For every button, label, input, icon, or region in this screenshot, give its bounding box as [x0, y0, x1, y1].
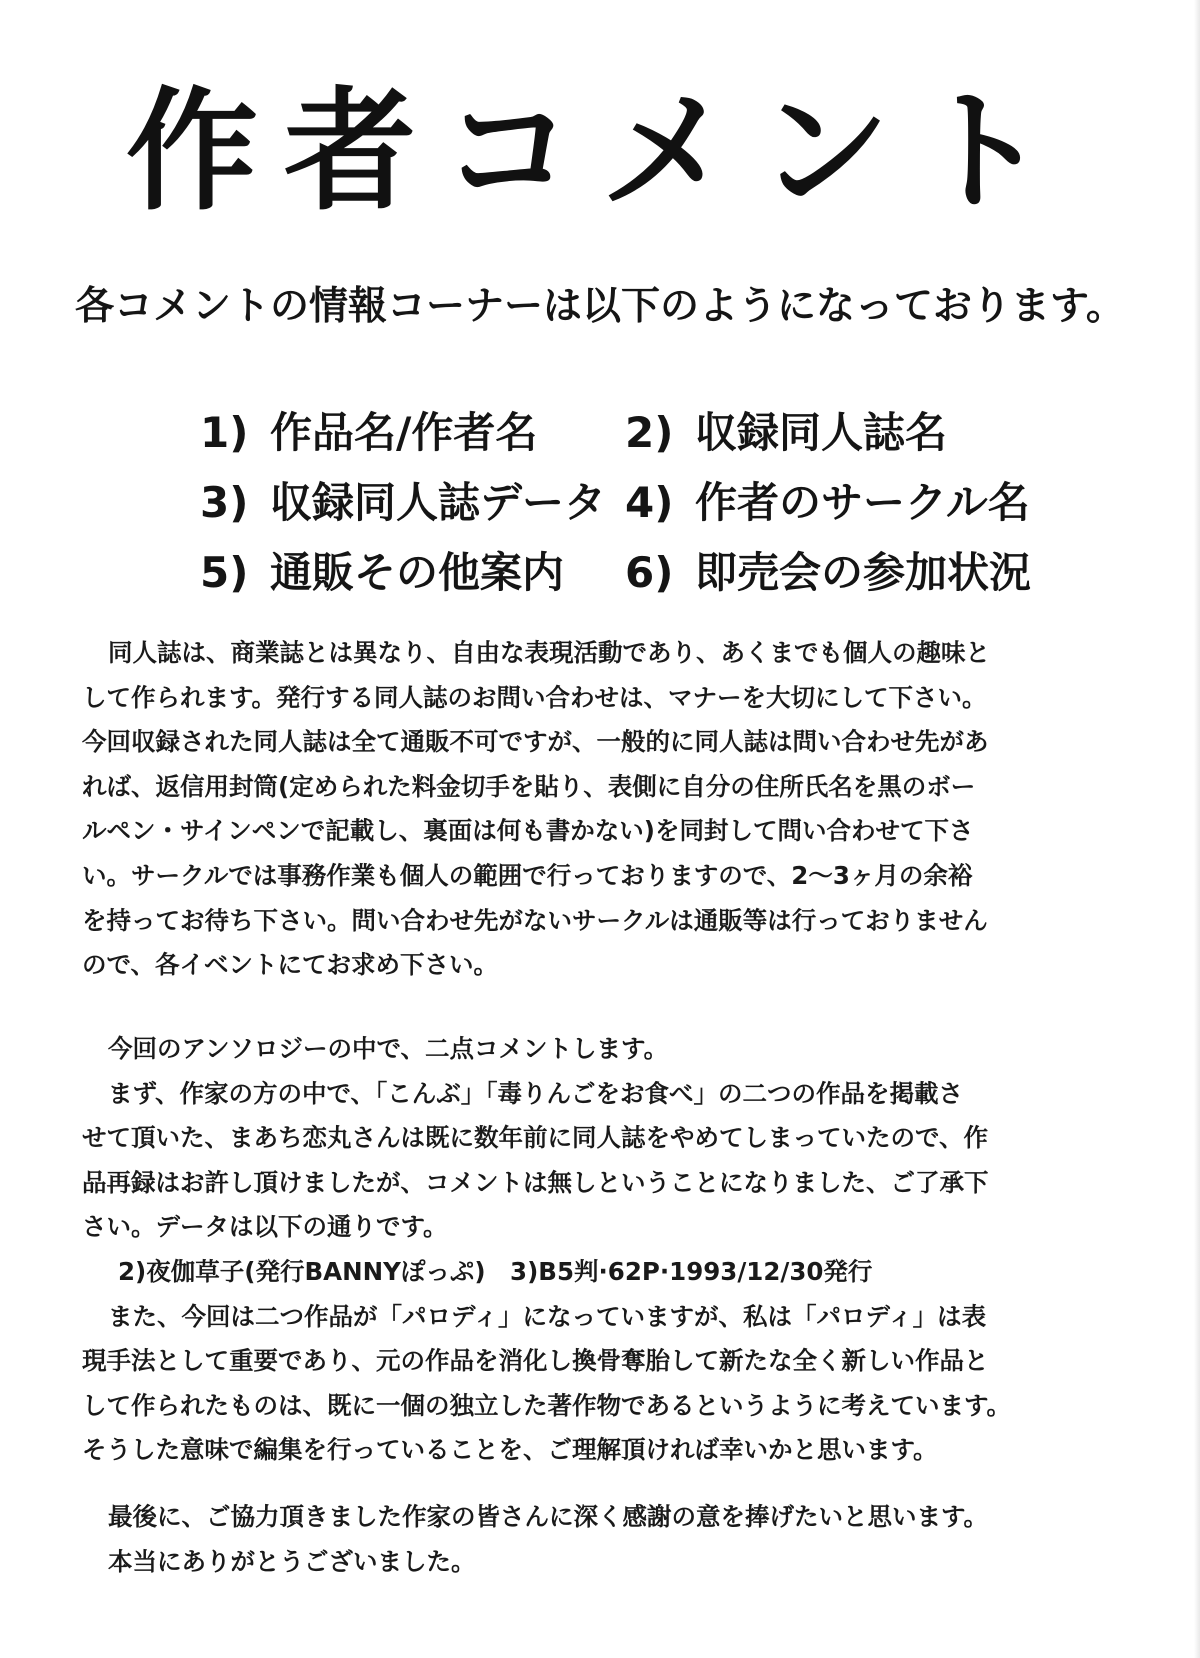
text-line: い。サークルでは事務作業も個人の範囲で行っておりますので、2〜3ヶ月の余裕: [82, 860, 973, 890]
info-item: [625, 468, 1040, 538]
info-label: 作者のサークル名: [695, 478, 1030, 527]
text-line: して作られます。発行する同人誌のお問い合わせは、マナーを大切にして下さい。: [82, 682, 987, 712]
text-line: また、今回は二つ作品が「パロディ」になっていますが、私は「パロディ」は表: [108, 1301, 987, 1331]
info-list: [200, 398, 1040, 608]
paragraph-doujinshi-notice: [82, 631, 1122, 988]
text-line: 最後に、ご協力頂きました作家の皆さんに深く感謝の意を捧げたいと思います。: [108, 1502, 989, 1531]
info-label: 収録同人誌データ: [270, 478, 607, 527]
data-line: 2)夜伽草子(発行BANNYぽっぷ) 3)B5判·62P·1993/12/30発行: [118, 1256, 873, 1286]
paragraph-thanks: [82, 1495, 1122, 1584]
info-number: 6): [625, 548, 674, 597]
info-item: [200, 398, 625, 468]
info-item: [200, 538, 625, 608]
page-title: 作者コメント: [126, 75, 1074, 229]
subtitle: 各コメントの情報コーナーは以下のようになっております。: [75, 284, 1125, 329]
info-number: 4): [625, 478, 674, 527]
page-edge: [1194, 0, 1200, 1658]
info-number: 2): [625, 408, 674, 457]
text-line: 今回収録された同人誌は全て通販不可ですが、一般的に同人誌は問い合わせ先があ: [82, 727, 989, 757]
text-line: れば、返信用封筒(定められた料金切手を貼り、表側に自分の住所氏名を黒のボー: [82, 771, 976, 801]
text-line: さい。データは以下の通りです。: [82, 1212, 448, 1242]
text-line: 今回のアンソロジーの中で、二点コメントします。: [108, 1034, 669, 1063]
text-line: して作られたものは、既に一個の独立した著作物であるというように考えています。: [82, 1390, 1012, 1420]
text-line: 現手法として重要であり、元の作品を消化し換骨奪胎して新たな全く新しい作品と: [82, 1346, 989, 1376]
text-line: せて頂いた、まあち恋丸さんは既に数年前に同人誌をやめてしまっていたので、作: [82, 1123, 989, 1153]
info-item: [625, 538, 1040, 608]
text-line: 品再録はお許し頂けましたが、コメントは無しということになりました、ご了承下: [82, 1167, 989, 1197]
text-line: まず、作家の方の中で、「こんぶ」「毒りんごをお食べ」の二つの作品を掲載さ: [108, 1078, 964, 1108]
info-label: 作品名/作者名: [270, 408, 538, 457]
text-line: 同人誌は、商業誌とは異なり、自由な表現活動であり、あくまでも個人の趣味と: [108, 638, 990, 667]
text-line: 本当にありがとうございました。: [108, 1546, 476, 1576]
text-line: そうした意味で編集を行っていることを、ご理解頂ければ幸いかと思います。: [82, 1435, 938, 1465]
info-label: 通販その他案内: [270, 548, 565, 597]
paragraph-anthology-comment: [82, 1027, 1122, 1473]
info-number: 1): [200, 408, 249, 457]
text-line: ルペン・サインペンで記載し、裏面は何も書かない)を同封して問い合わせて下さ: [82, 816, 974, 846]
info-label: 収録同人誌名: [695, 408, 948, 457]
text-line: を持ってお待ち下さい。問い合わせ先がないサークルは通販等は行っておりません: [82, 905, 988, 935]
info-item: [625, 398, 1040, 468]
info-item: [200, 468, 625, 538]
info-number: 3): [200, 478, 249, 527]
info-number: 5): [200, 548, 249, 597]
info-label: 即売会の参加状況: [695, 548, 1032, 597]
text-line: ので、各イベントにてお求め下さい。: [82, 950, 499, 980]
